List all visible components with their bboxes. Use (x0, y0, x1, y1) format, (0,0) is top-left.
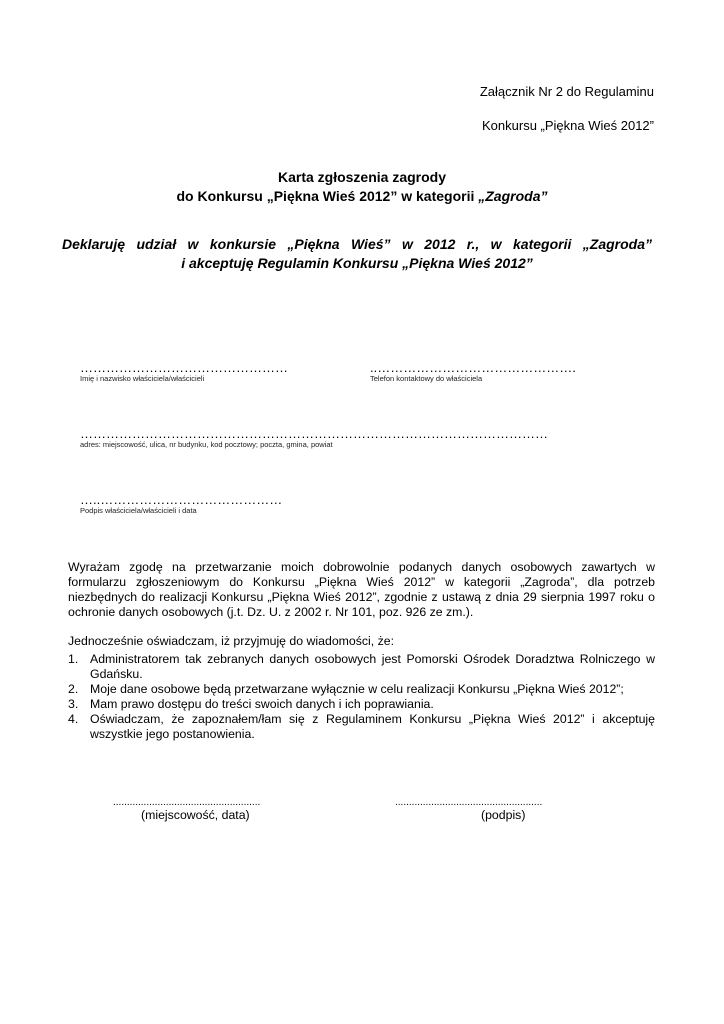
list-item (68, 712, 655, 742)
signature-field[interactable]: ..................................................... (395, 797, 543, 808)
form-title (0, 168, 724, 206)
declaration-line2: i akceptuję Regulamin Konkursu „Piękna Wieś 2012” (181, 255, 533, 271)
form-title-line1: Karta zgłoszenia zagrody (277, 169, 447, 185)
owner-name-field[interactable]: ………………………………………… (80, 360, 288, 375)
list-item-number: 2. (68, 682, 79, 696)
form-title-category: „Zagroda” (478, 188, 548, 204)
place-date-caption: (miejscowość, data) (141, 808, 250, 822)
signature-caption: (podpis) (481, 808, 526, 822)
list-item-number: 4. (68, 712, 79, 726)
list-item-text: Oświadczam, że zapoznałem/łam się z Regulaminem Konkursu „Piękna Wieś 2012” i akceptuję wszystkie jego postanowienia. (90, 712, 655, 741)
phone-caption: Telefon kontaktowy do właściciela (370, 374, 483, 383)
statement-list (68, 652, 655, 742)
phone-field[interactable]: ..………………………………………. (370, 360, 576, 375)
address-field[interactable]: ……………………………………………………………………………………………… (80, 426, 548, 441)
list-item-text: Administratorem tak zebranych danych osobowych jest Pomorski Ośrodek Doradztwa Rolniczego w Gdańsku. (90, 652, 655, 681)
owner-signature-field[interactable]: …..…………………………………… (80, 492, 283, 507)
list-item (68, 652, 655, 682)
list-item (68, 682, 655, 697)
list-item-number: 1. (68, 652, 79, 666)
form-title-line2-text: do Konkursu „Piękna Wieś 2012” w kategorii (176, 188, 479, 204)
address-caption: adres: miejscowość, ulica, nr budynku, kod pocztowy; poczta, gmina, powiat (80, 440, 333, 449)
attachment-contest-label: Konkursu „Piękna Wieś 2012” (482, 118, 654, 133)
form-title-line2 (0, 187, 724, 206)
declaration-line1: Deklaruję udział w konkursie „Piękna Wieś” w 2012 r., w kategorii „Zagroda” (62, 236, 652, 252)
list-item-number: 3. (68, 697, 79, 711)
list-item-text: Moje dane osobowe będą przetwarzane wyłącznie w celu realizacji Konkursu „Piękna Wieś 2012”; (90, 682, 624, 696)
attachment-label: Załącznik Nr 2 do Regulaminu (479, 84, 654, 99)
owner-name-caption: Imię i nazwisko właściciela/właścicieli (80, 374, 205, 383)
statement-intro: Jednocześnie oświadczam, iż przyjmuję do wiadomości, że: (68, 634, 395, 648)
list-item (68, 697, 655, 712)
consent-paragraph: Wyrażam zgodę na przetwarzanie moich dobrowolnie podanych danych osobowych zawartych w formularzu zgłoszeniowym do Konkursu „Piękna Wieś 2012” w kategorii „Zagroda”, dla potrzeb niezbędnych do realizacji Konkursu „Piękna Wieś 2012”, zgodnie z ustawą z dnia 29 sierpnia 1997 roku o ochronie danych osobowych (j.t. Dz. U. z 2002 r. Nr 101, poz. 926 ze zm.). (68, 560, 655, 619)
owner-signature-caption: Podpis właściciela/właścicieli i data (80, 506, 197, 515)
place-date-field[interactable]: ..................................................... (113, 797, 261, 808)
list-item-text: Mam prawo dostępu do treści swoich danych i ich poprawiania. (90, 697, 434, 711)
